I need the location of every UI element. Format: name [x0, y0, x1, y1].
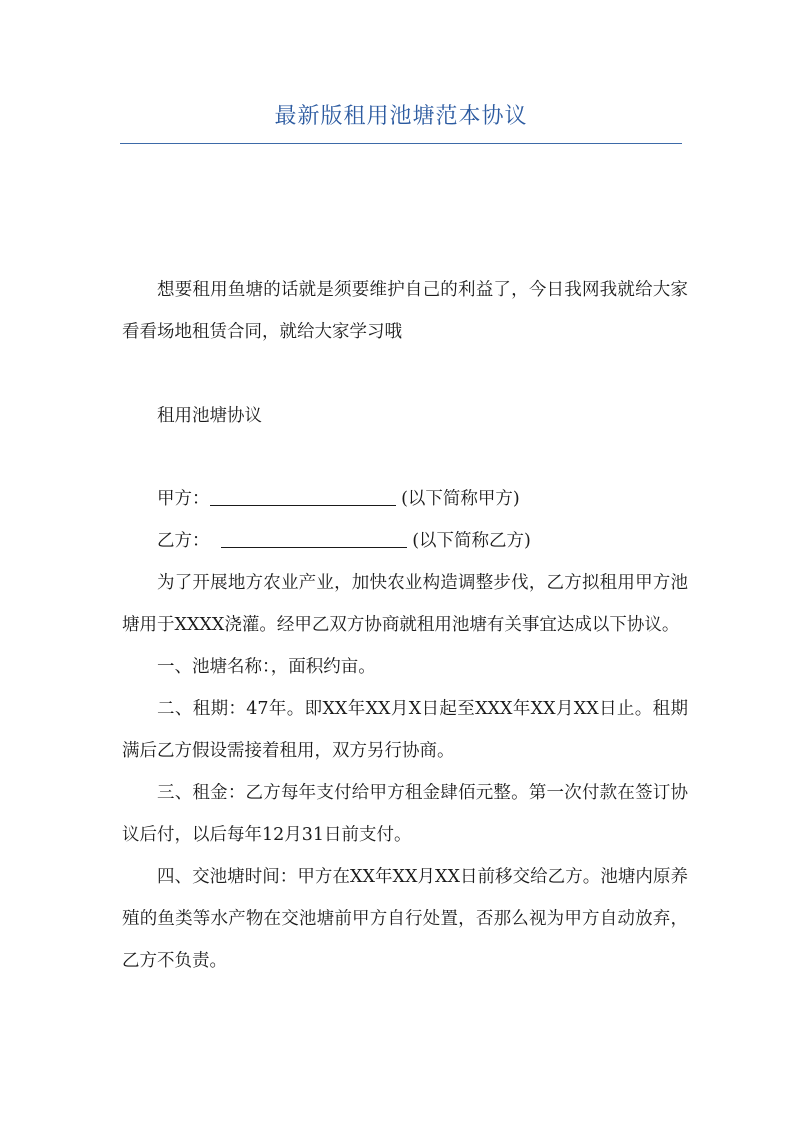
- clause-paragraph: 四、交池塘时间：甲方在XX年XX月XX日前移交给乙方。池塘内原养殖的鱼类等水产物在交池塘前甲方自行处置，否那么视为甲方自动放弃，乙方不负责。: [122, 867, 688, 971]
- clause-paragraph: 一、池塘名称：，面积约亩。: [157, 657, 376, 677]
- party-a-line: [122, 478, 688, 520]
- title-divider: [120, 143, 682, 144]
- party-a-blank: [210, 485, 396, 506]
- party-b-line: [122, 520, 688, 562]
- clause-paragraph: 二、租期：47年。即XX年XX月X日起至XXX年XX月XX日止。租期满后乙方假设需接着租用，双方另行协商。: [122, 699, 688, 761]
- document-title: 最新版租用池塘范本协议: [274, 104, 528, 129]
- preamble-paragraph: 为了开展地方农业产业，加快农业构造调整步伐，乙方拟租用甲方池塘用于XXXX浇灌。经甲乙双方协商就租用池塘有关事宜达成以下协议。: [122, 573, 688, 635]
- party-b-suffix: (以下简称乙方): [412, 531, 531, 551]
- clause-paragraph: 三、租金：乙方每年支付给甲方租金肆佰元整。第一次付款在签订协议后付，以后每年12月31日前支付。: [122, 783, 688, 845]
- party-a-label: 甲方：: [157, 489, 210, 509]
- party-a-suffix: (以下简称甲方): [401, 489, 520, 509]
- agreement-heading: 租用池塘协议: [157, 406, 262, 426]
- intro-paragraph: 想要租用鱼塘的话就是须要维护自己的利益了，今日我网我就给大家看看场地租赁合同，就给大家学习哦: [122, 280, 688, 342]
- heading-block: [122, 395, 688, 437]
- party-b-label: 乙方：: [157, 531, 210, 551]
- main-content: [122, 478, 688, 982]
- party-b-blank: [221, 527, 407, 548]
- intro-block: [122, 269, 688, 353]
